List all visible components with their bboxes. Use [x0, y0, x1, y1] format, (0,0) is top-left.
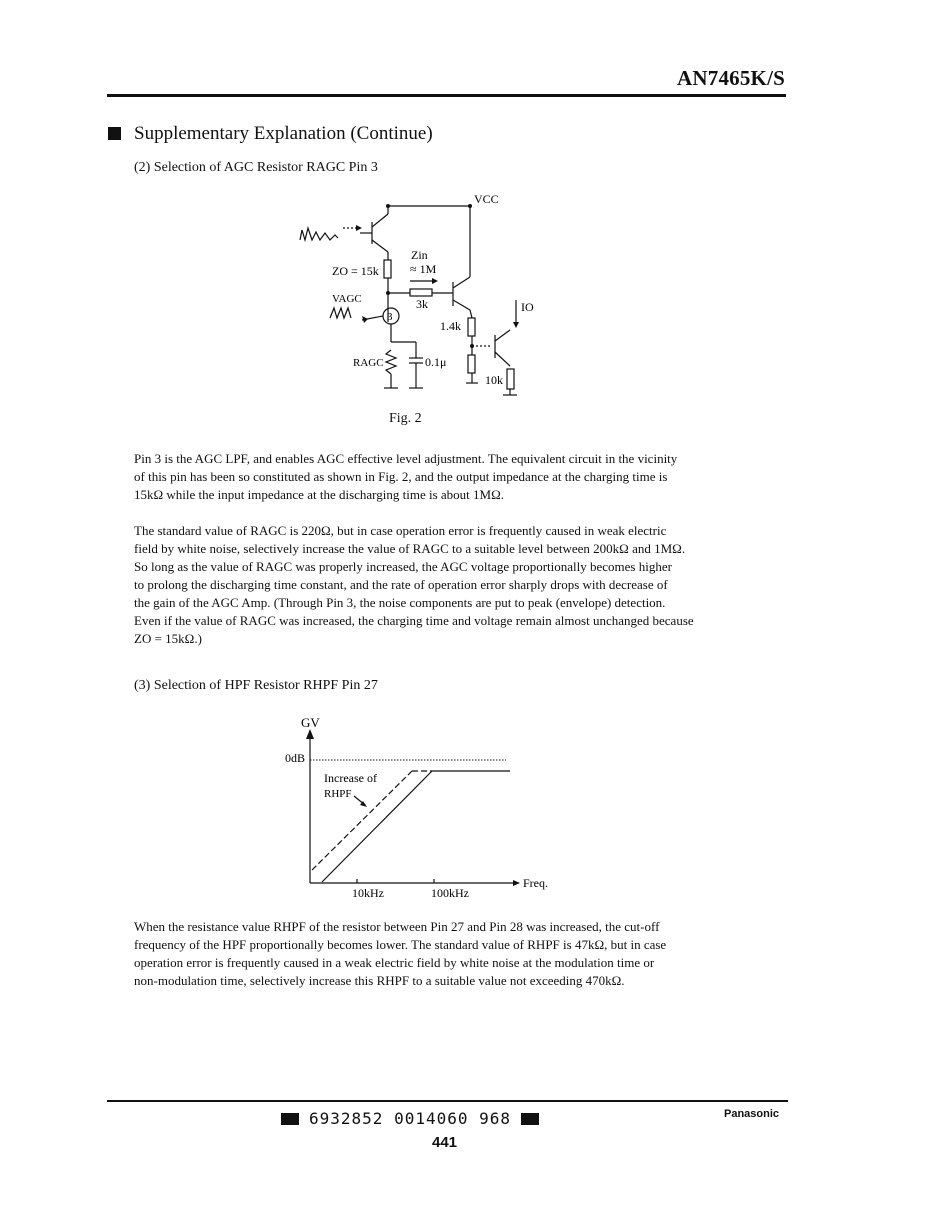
zin-value: ≈ 1M: [410, 262, 437, 276]
paragraph-line: operation error is frequently caused in a weak electric field by white noise at the modulation time or: [134, 955, 655, 970]
annotation-line-1: Increase of: [324, 771, 377, 785]
paragraph-line: of this pin has been so constituted as shown in Fig. 2, and the output impedance at the charging time is: [134, 469, 668, 484]
vcc-label: VCC: [474, 192, 499, 206]
paragraph-line: the gain of the AGC Amp. (Through Pin 3, the noise components are put to peak (envelope) detection.: [134, 595, 666, 610]
paragraph-2: [134, 522, 774, 648]
vagc-label: VAGC: [332, 293, 362, 305]
freq-axis-label: Freq.: [523, 876, 548, 890]
barcode-text: 6932852 0014060 968: [309, 1109, 512, 1128]
paragraph-line: So long as the value of RAGC was properly increased, the AGC voltage proportionally becomes higher: [134, 559, 672, 574]
brand-logo: Panasonic: [724, 1108, 780, 1120]
subsection-2-title: (2) Selection of AGC Resistor RAGC Pin 3: [134, 160, 378, 175]
pin-3-label: 3: [387, 311, 393, 323]
paragraph-line: Even if the value of RAGC was increased, the charging time and voltage remain almost unchanged because: [134, 613, 694, 628]
figure-2-caption: Fig. 2: [389, 411, 422, 426]
paragraph-1: [134, 450, 774, 504]
tick-100khz: 100kHz: [431, 886, 469, 900]
paragraph-line: field by white noise, selectively increase the value of RAGC to a suitable level between 200kΩ and 1MΩ.: [134, 541, 686, 556]
section-bullet-icon: [108, 127, 121, 140]
resistor-10k-label: 10k: [485, 373, 503, 387]
barcode-block-icon: [281, 1113, 299, 1125]
resistor-1-4k-label: 1.4k: [440, 319, 461, 333]
io-label: IO: [521, 300, 534, 314]
paragraph-line: non-modulation time, selectively increase this RHPF to a suitable value not exceeding 470kΩ.: [134, 973, 625, 988]
tick-10khz: 10kHz: [352, 886, 384, 900]
barcode: [281, 1109, 539, 1128]
paragraph-line: to prolong the discharging time constant, and the rate of operation error sharply drops with decrease of: [134, 577, 668, 592]
footer-rule: [107, 1100, 788, 1102]
resistor-3k-label: 3k: [416, 297, 428, 311]
ragc-label: RAGC: [353, 357, 384, 369]
page-number: 441: [432, 1134, 458, 1151]
capacitor-label: 0.1μ: [425, 355, 447, 369]
zo-label: ZO = 15k: [332, 264, 379, 278]
paragraph-line: Pin 3 is the AGC LPF, and enables AGC effective level adjustment. The equivalent circuit in the vicinity: [134, 451, 678, 466]
header-rule: [107, 94, 786, 97]
paragraph-3: [134, 918, 774, 990]
paragraph-line: The standard value of RAGC is 220Ω, but in case operation error is frequently caused in weak electric: [134, 523, 667, 538]
paragraph-line: When the resistance value RHPF of the resistor between Pin 27 and Pin 28 was increased, the cut-off: [134, 919, 660, 934]
section-title: Supplementary Explanation (Continue): [134, 123, 433, 144]
agc-circuit-diagram: [280, 188, 580, 410]
barcode-block-icon: [521, 1113, 539, 1125]
paragraph-line: ZO = 15kΩ.): [134, 631, 202, 646]
hpf-response-graph: [280, 712, 570, 902]
gv-axis-label: GV: [301, 715, 320, 730]
paragraph-line: frequency of the HPF proportionally becomes lower. The standard value of RHPF is 47kΩ, but in case: [134, 937, 667, 952]
zero-db-label: 0dB: [285, 751, 306, 765]
annotation-line-2: RHPF: [324, 788, 352, 800]
zin-label: Zin: [411, 248, 428, 262]
part-number: AN7465K/S: [677, 66, 785, 90]
paragraph-line: 15kΩ while the input impedance at the discharging time is about 1MΩ.: [134, 487, 505, 502]
subsection-3-title: (3) Selection of HPF Resistor RHPF Pin 27: [134, 678, 378, 693]
